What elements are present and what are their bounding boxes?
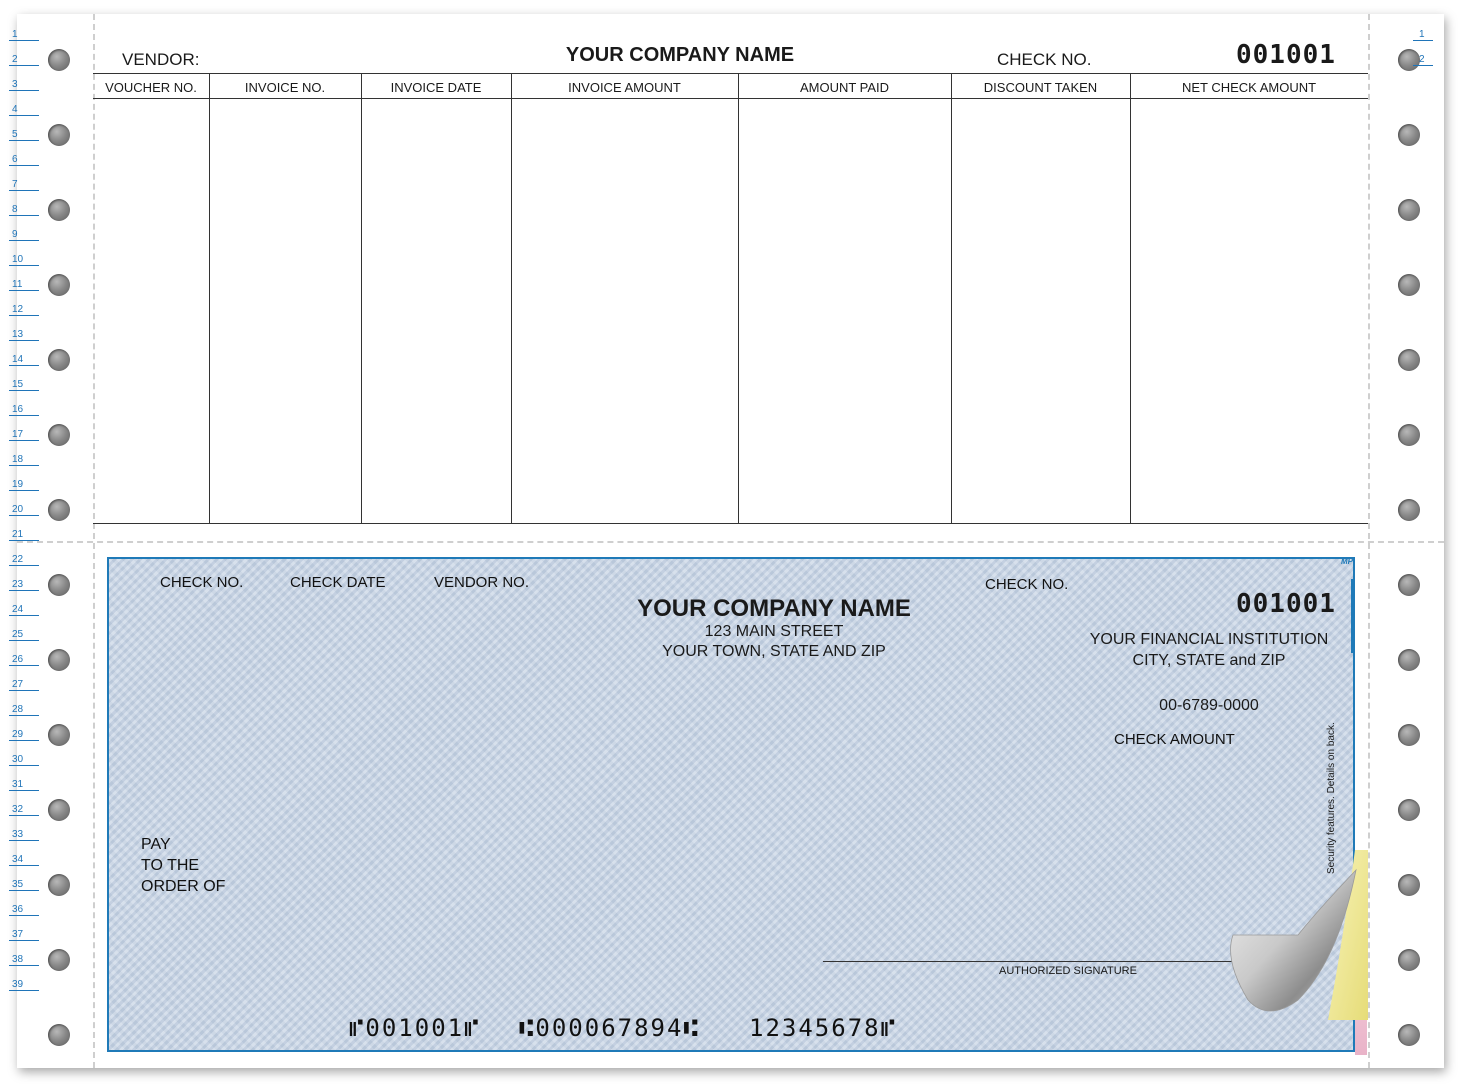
line-number: 35 xyxy=(9,879,39,891)
column-header-voucher-no: VOUCHER NO. xyxy=(105,80,197,95)
line-number: 17 xyxy=(9,429,39,441)
check-amount-label: CHECK AMOUNT xyxy=(1114,731,1235,748)
tractor-feed-hole xyxy=(1398,724,1420,746)
line-number: 8 xyxy=(9,204,39,216)
tractor-feed-hole xyxy=(1398,274,1420,296)
line-number: 19 xyxy=(9,479,39,491)
stub-check-no-label: CHECK NO. xyxy=(997,50,1092,69)
check-no-label-left: CHECK NO. xyxy=(160,574,244,591)
line-number: 23 xyxy=(9,579,39,591)
column-header-invoice-amount: INVOICE AMOUNT xyxy=(568,80,681,95)
line-number: 28 xyxy=(9,704,39,716)
line-number: 7 xyxy=(9,179,39,191)
column-divider xyxy=(511,74,512,523)
tractor-feed-hole xyxy=(48,499,70,521)
bank-name: YOUR FINANCIAL INSTITUTION xyxy=(1089,631,1329,648)
line-number: 10 xyxy=(9,254,39,266)
column-divider xyxy=(1130,74,1131,523)
check-right-accent xyxy=(1351,579,1353,653)
voucher-table xyxy=(93,73,1368,524)
line-number: 34 xyxy=(9,854,39,866)
right-line-number: 1 xyxy=(1413,29,1433,41)
check xyxy=(107,557,1355,1052)
stub-check-number: 001001 xyxy=(1236,40,1336,70)
order-of-label: ORDER OF xyxy=(141,878,226,895)
line-number: 6 xyxy=(9,154,39,166)
line-number: 39 xyxy=(9,979,39,991)
line-number: 22 xyxy=(9,554,39,566)
page-curl xyxy=(1228,850,1368,1020)
line-number: 16 xyxy=(9,404,39,416)
tractor-feed-hole xyxy=(48,574,70,596)
tractor-feed-hole xyxy=(1398,499,1420,521)
tractor-feed-hole xyxy=(48,349,70,371)
micr-check-number: ⑈001001⑈ xyxy=(349,1014,481,1042)
line-number: 11 xyxy=(9,279,39,291)
column-header-discount-taken: DISCOUNT TAKEN xyxy=(983,80,1098,95)
micr-routing-number: ⑆000067894⑆ xyxy=(519,1014,700,1042)
line-number: 18 xyxy=(9,454,39,466)
tractor-feed-hole xyxy=(1398,874,1420,896)
column-divider xyxy=(209,74,210,523)
vendor-no-label: VENDOR NO. xyxy=(434,574,530,591)
bank-location: CITY, STATE and ZIP xyxy=(1132,652,1286,669)
mp-security-mark: MP xyxy=(1341,557,1353,566)
line-number: 15 xyxy=(9,379,39,391)
line-number: 20 xyxy=(9,504,39,516)
line-number: 3 xyxy=(9,79,39,91)
line-number: 1 xyxy=(9,29,39,41)
tractor-feed-hole xyxy=(48,649,70,671)
line-number: 29 xyxy=(9,729,39,741)
pay-label: PAY xyxy=(141,836,171,853)
tractor-feed-hole xyxy=(1398,124,1420,146)
check-no-label-right: CHECK NO. xyxy=(985,576,1069,593)
signature-line xyxy=(823,961,1243,962)
column-divider xyxy=(951,74,952,523)
tractor-feed-hole xyxy=(48,124,70,146)
tractor-feed-hole xyxy=(48,724,70,746)
tractor-feed-hole xyxy=(48,874,70,896)
column-divider xyxy=(738,74,739,523)
line-number: 27 xyxy=(9,679,39,691)
stub-company-name: YOUR COMPANY NAME xyxy=(565,44,795,66)
right-line-number: 2 xyxy=(1413,54,1433,66)
line-number: 9 xyxy=(9,229,39,241)
tractor-feed-hole xyxy=(1398,1024,1420,1046)
line-number: 24 xyxy=(9,604,39,616)
check-date-label: CHECK DATE xyxy=(290,574,386,591)
tractor-feed-hole xyxy=(1398,949,1420,971)
security-features-text: Security features. Details on back. xyxy=(1326,722,1337,874)
tractor-feed-hole xyxy=(48,49,70,71)
tractor-feed-hole xyxy=(1398,349,1420,371)
tractor-feed-hole xyxy=(48,799,70,821)
line-number: 37 xyxy=(9,929,39,941)
line-number: 4 xyxy=(9,104,39,116)
line-number: 14 xyxy=(9,354,39,366)
company-address-line2: YOUR TOWN, STATE AND ZIP xyxy=(662,643,886,660)
page-perforation xyxy=(17,541,1444,543)
line-number: 32 xyxy=(9,804,39,816)
line-number: 31 xyxy=(9,779,39,791)
tractor-feed-hole xyxy=(48,949,70,971)
check-company-name: YOUR COMPANY NAME xyxy=(637,595,911,622)
line-number: 12 xyxy=(9,304,39,316)
company-address-line1: 123 MAIN STREET xyxy=(704,623,844,640)
column-divider xyxy=(361,74,362,523)
line-number: 13 xyxy=(9,329,39,341)
column-header-invoice-no: INVOICE NO. xyxy=(244,80,326,95)
line-number: 26 xyxy=(9,654,39,666)
column-header-net-check-amount: NET CHECK AMOUNT xyxy=(1181,80,1317,95)
line-number: 33 xyxy=(9,829,39,841)
routing-fraction: 00-6789-0000 xyxy=(1159,697,1259,714)
tractor-feed-hole xyxy=(1398,574,1420,596)
signature-label: AUTHORIZED SIGNATURE xyxy=(999,965,1137,977)
line-number: 36 xyxy=(9,904,39,916)
tractor-feed-hole xyxy=(1398,649,1420,671)
tractor-feed-hole xyxy=(48,274,70,296)
tractor-feed-hole xyxy=(1398,199,1420,221)
line-number: 38 xyxy=(9,954,39,966)
line-number: 30 xyxy=(9,754,39,766)
to-the-label: TO THE xyxy=(141,857,200,874)
column-header-invoice-date: INVOICE DATE xyxy=(390,80,482,95)
micr-account-number: 12345678⑈ xyxy=(749,1014,897,1042)
line-number: 2 xyxy=(9,54,39,66)
column-header-amount-paid: AMOUNT PAID xyxy=(799,80,890,95)
vendor-label: VENDOR: xyxy=(122,50,200,69)
line-number: 5 xyxy=(9,129,39,141)
tractor-feed-hole xyxy=(48,1024,70,1046)
tractor-feed-hole xyxy=(48,199,70,221)
tractor-feed-hole xyxy=(1398,424,1420,446)
tractor-feed-hole xyxy=(1398,799,1420,821)
line-number: 21 xyxy=(9,529,39,541)
tractor-feed-hole xyxy=(48,424,70,446)
line-number: 25 xyxy=(9,629,39,641)
check-number: 001001 xyxy=(1236,589,1336,619)
